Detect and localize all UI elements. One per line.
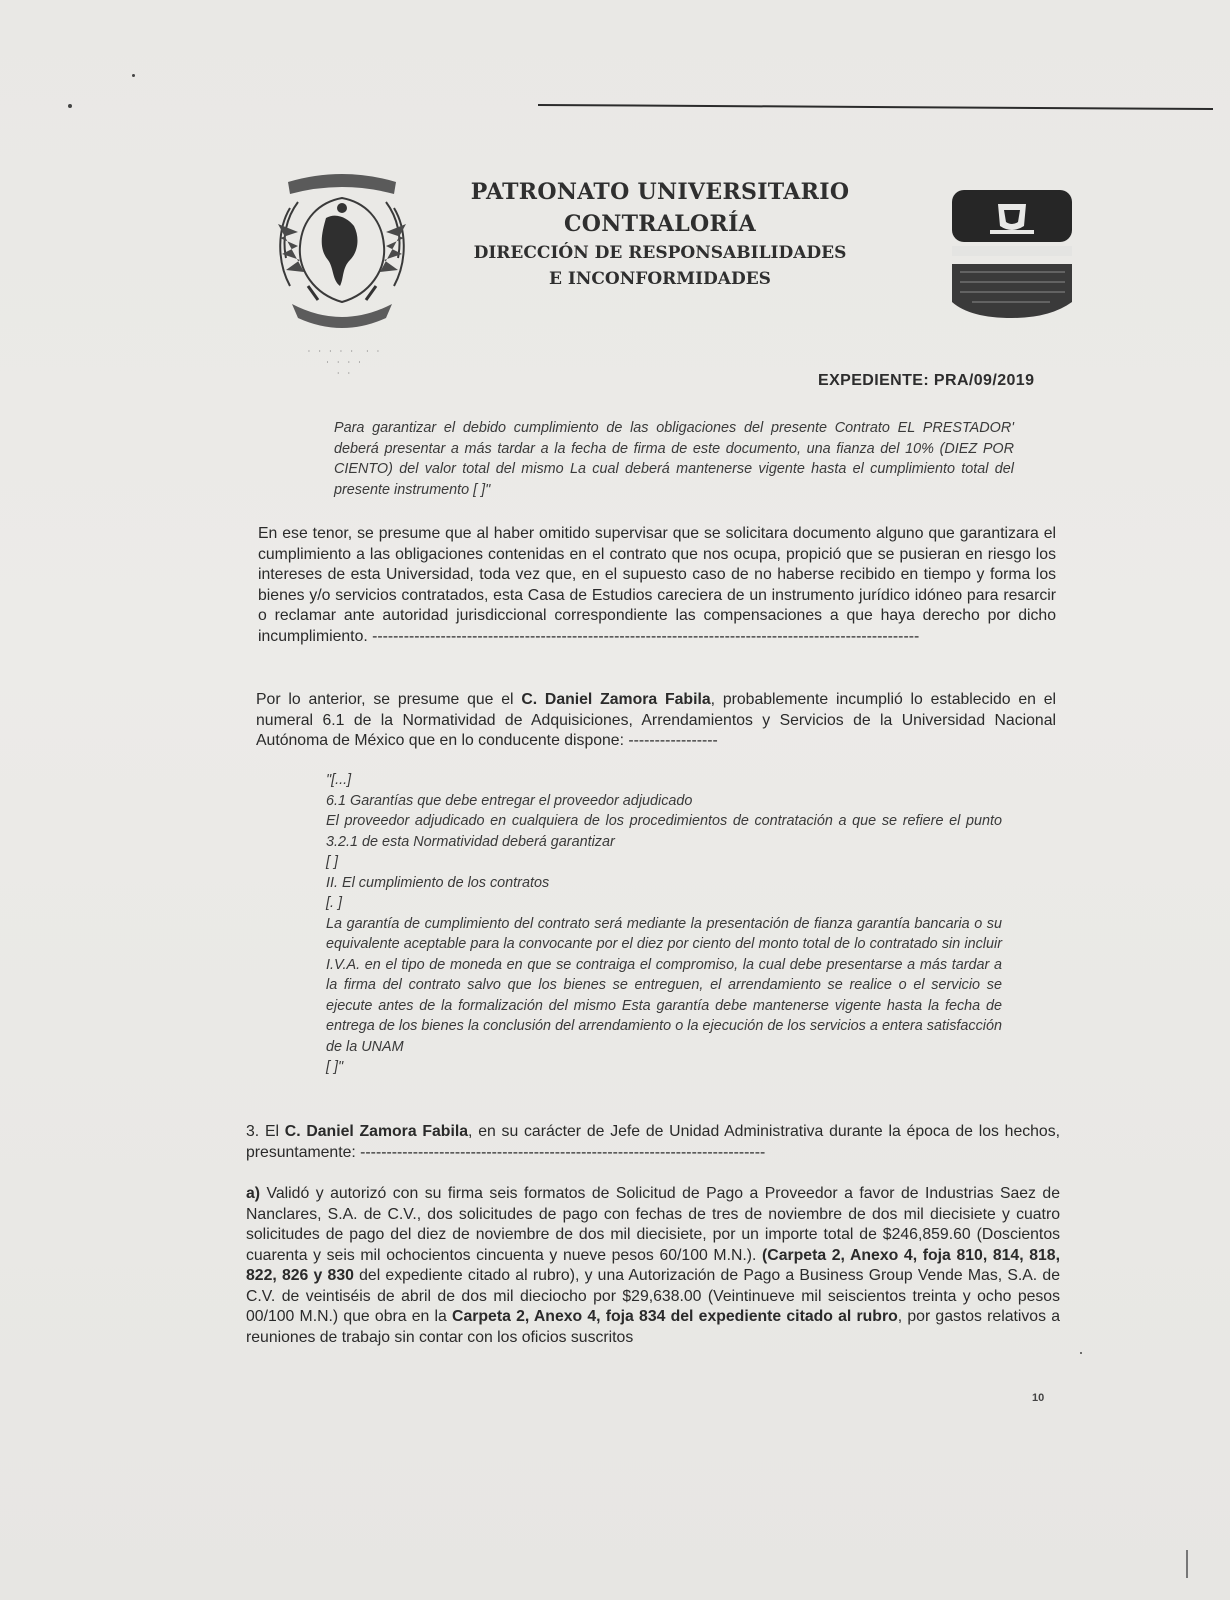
quote-ellipsis-1: [ ] bbox=[326, 854, 338, 870]
unam-seal-icon bbox=[268, 168, 416, 336]
point-a-ref-1: (Carpeta 2, Anexo 4, foja 810, 814, 818, 822, 826 y 830 bbox=[246, 1246, 1060, 1284]
top-rule bbox=[538, 104, 1213, 110]
letterhead-subtitle-1: DIRECCIÓN DE RESPONSABILIDADES bbox=[473, 243, 847, 263]
quote-heading: 6.1 Garantías que debe entregar el proveedor adjudicado bbox=[326, 792, 693, 809]
paragraph-point-3 bbox=[246, 1122, 1060, 1164]
person-name: C. Daniel Zamora Fabila bbox=[284, 1123, 469, 1140]
paragraph-anterior bbox=[256, 690, 1056, 752]
point-3-pre: 3. El bbox=[246, 1123, 285, 1140]
letterhead-title-2: CONTRALORÍA bbox=[563, 211, 757, 237]
quote-text-1: El proveedor adjudicado en cualquiera de los procedimientos de contratación a que se refiere el punto 3.2.1 de esta Normatividad deberá garantizar bbox=[326, 813, 1002, 850]
quoted-normatividad bbox=[326, 770, 1002, 1078]
page-number: 10 bbox=[1032, 1392, 1045, 1404]
expediente-number: EXPEDIENTE: PRA/09/2019 bbox=[818, 372, 1035, 389]
paragraph-anterior-post: , probablemente incumplió lo establecido en el numeral 6.1 de la Normatividad de Adquisiciones, Arrendamientos y Servicios de la Universidad Nacional Autónoma de México que en lo conducente dispone: ----------------- bbox=[256, 691, 1056, 749]
letterhead bbox=[440, 176, 880, 292]
person-name: C. Daniel Zamora Fabila bbox=[521, 691, 711, 708]
point-a-label: a) bbox=[246, 1185, 261, 1202]
seal-caption: · · · · · · · · · · · · · bbox=[307, 347, 383, 378]
quote-text-2: La garantía de cumplimiento del contrato será mediante la presentación de fianza garantía bancaria o su equivalente aceptable para la convocante por el diez por ciento del monto total de lo contratado sin incluir I.V.A. en el tipo de moneda en que se contraiga el compromiso, la cual debe presentarse a más tardar a la firma del contrato salvo que los bienes se entreguen, el arrendamiento se realice o el servicio se ejecute antes de la formalización del mismo Esta garantía debe mantenerse vigente hasta la fecha de entrega de los bienes la conclusión del arrendamiento o la ejecución de los servicios a entera satisfacción de la UNAM bbox=[326, 915, 1002, 1055]
paragraph-anterior-pre: Por lo anterior, se presume que el bbox=[256, 691, 522, 708]
point-a-text-2: del expediente citado al rubro), y una Autorización de Pago a Business Group Vende Mas, S.A. de C.V. de veintiséis de abril de dos mil dieciocho por $29,638.00 (Veintinueve mil seiscientos treinta y ocho pesos 00/100 M.N.) que obra en la bbox=[246, 1267, 1060, 1325]
point-3-post: , en su carácter de Jefe de Unidad Administrativa durante la época de los hechos, presuntamente: ----------------------------------------------------------------------------- bbox=[246, 1123, 1060, 1161]
edge-mark bbox=[1186, 1550, 1188, 1578]
quote-ellipsis-2: [. ] bbox=[326, 895, 342, 911]
quote-open: "[...] bbox=[326, 772, 352, 788]
quote-item-ii: II. El cumplimiento de los contratos bbox=[326, 874, 550, 891]
paragraph-point-a bbox=[246, 1184, 1060, 1370]
paragraph-tenor: En ese tenor, se presume que al haber omitido supervisar que se solicitara documento alguno que garantizara el cumplimiento a las obligaciones contenidas en el contrato que nos ocupa, propició que se pusieran en riesgo los intereses de esta Universidad, toda vez que, en el supuesto caso de no haberse recibido en tiempo y forma los bienes y/o servicios contratados, esta Casa de Estudios careciera de un instrumento jurídico idóneo para resarcir o reclamar ante autoridad jurisdiccional correspondiente las compensaciones a que haya derecho por dicho incumplimiento. -------------------------------------------------------------------------------------------------------- bbox=[258, 525, 1056, 645]
quoted-contract-clause: Para garantizar el debido cumplimiento de las obligaciones del presente Contrato EL PRESTADOR' deberá presentar a más tardar a la fecha de firma de este documento, una fianza del 10% (DIEZ POR CIENTO) del valor total del mismo La cual deberá mantenerse vigente hasta el cumplimiento total del presente instrumento [ ]" bbox=[334, 420, 1014, 498]
speck bbox=[132, 74, 135, 77]
quote-close: [ ]" bbox=[326, 1059, 344, 1075]
speck bbox=[1080, 1352, 1082, 1354]
office-stamp-icon bbox=[950, 190, 1075, 320]
point-a-text-3: , por gastos relativos a reuniones de trabajo sin contar con los oficios suscritos bbox=[246, 1308, 1060, 1346]
point-a-ref-2: Carpeta 2, Anexo 4, foja 834 del expediente citado al rubro bbox=[452, 1308, 898, 1325]
speck bbox=[68, 104, 72, 108]
letterhead-subtitle-2: E INCONFORMIDADES bbox=[549, 269, 771, 289]
point-a-text-1: Validó y autorizó con su firma seis formatos de Solicitud de Pago a Proveedor a favor de Industrias Saez de Nanclares, S.A. de C.V., dos solicitudes de pago con fechas de tres de noviembre de dos mil diecisiete y cuatro solicitudes de pago del diez de noviembre de dos mil diecisiete, por un importe total de $246,859.60 (Doscientos cuarenta y seis mil ochocientos cincuenta y nueve pesos 60/100 M.N.). bbox=[246, 1185, 1060, 1264]
letterhead-title-1: PATRONATO UNIVERSITARIO bbox=[470, 179, 850, 205]
